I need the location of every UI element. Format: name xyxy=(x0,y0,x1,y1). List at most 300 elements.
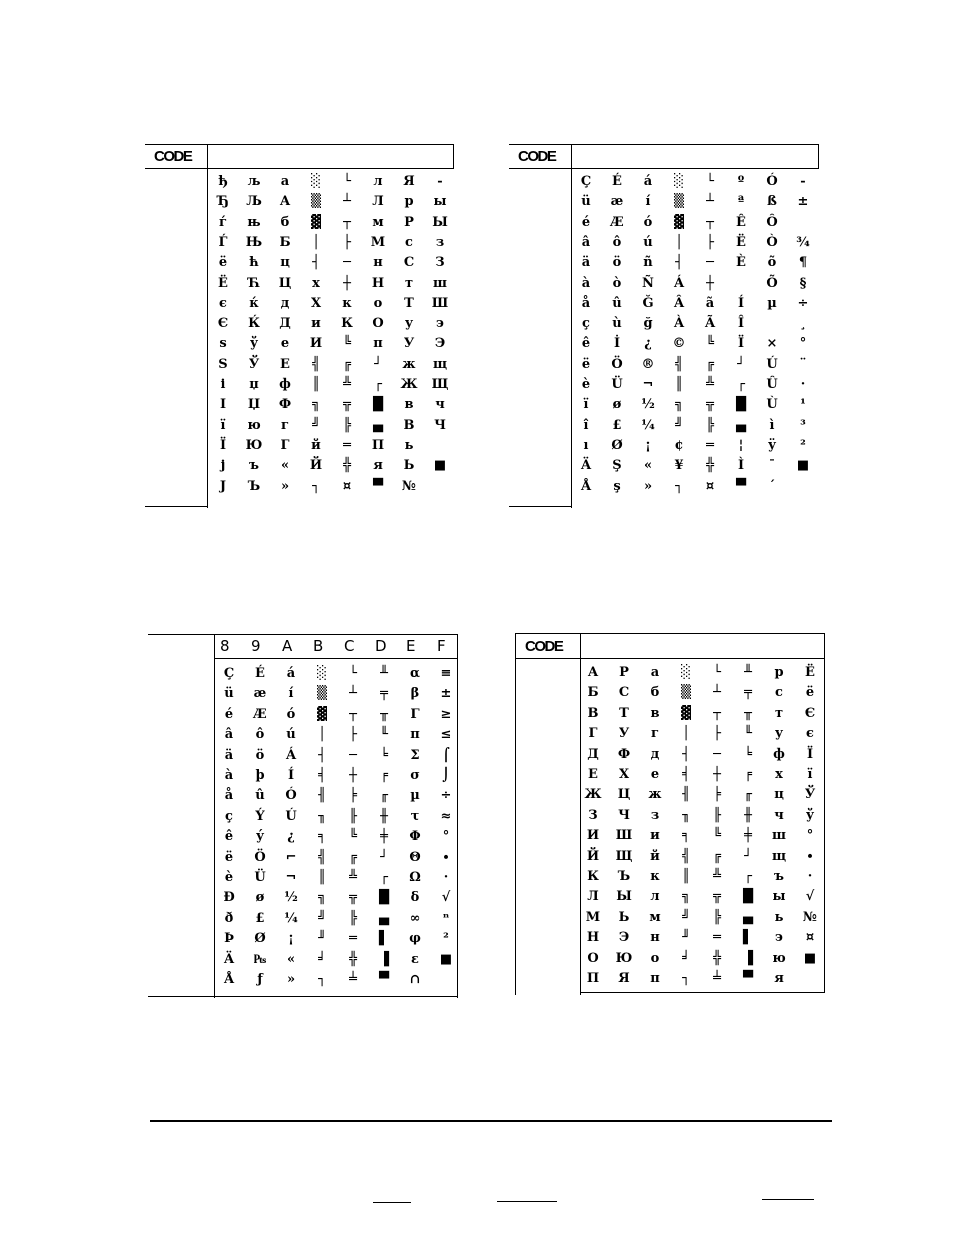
char-cell: ┬ xyxy=(713,705,721,721)
char-cell: ╗ xyxy=(312,397,320,413)
char-cell: ⌐ xyxy=(285,849,297,865)
char-cell: · xyxy=(443,870,449,885)
char-cell: б xyxy=(650,685,660,701)
char-cell: » xyxy=(286,972,296,987)
char-cell: Ù xyxy=(766,397,778,413)
char-cell: Å xyxy=(580,478,592,494)
char-cell: ▌ xyxy=(379,931,389,947)
char-cell: ° xyxy=(442,829,450,845)
char-cell: © xyxy=(672,336,686,352)
hex-column-header: 8 xyxy=(220,637,230,655)
char-cell: Ø xyxy=(254,931,266,947)
char-cell: ╣ xyxy=(318,849,326,865)
char-cell: ќ xyxy=(249,295,259,311)
char-cell: ▄ xyxy=(743,909,753,925)
char-cell: ≈ xyxy=(440,808,452,824)
char-cell: È xyxy=(736,255,746,271)
char-cell: ù xyxy=(612,316,622,332)
char-cell: ▄ xyxy=(736,417,746,433)
char-cell: ├ xyxy=(343,234,351,250)
char-cell: ░ xyxy=(681,665,691,680)
char-cell: ═ xyxy=(706,437,714,453)
char-cell: å xyxy=(581,295,591,311)
char-cell: а xyxy=(650,665,660,680)
char-cell: Р xyxy=(619,665,629,680)
char-cell: ђ xyxy=(218,174,228,189)
char-cell: ¶ xyxy=(798,255,808,271)
char-cell: у xyxy=(774,726,784,742)
char-cell: к xyxy=(342,295,352,311)
char-cell: о xyxy=(650,950,660,966)
char-cell: Ê xyxy=(736,214,746,230)
char-cell xyxy=(728,274,754,294)
char-cell: й xyxy=(311,437,321,453)
char-cell: М xyxy=(585,909,601,925)
char-cell: ѓ xyxy=(219,214,227,230)
char-cell: ║ xyxy=(318,870,326,885)
char-cell: ї xyxy=(807,767,813,782)
char-cell: ╢ xyxy=(318,788,326,804)
char-cell: С xyxy=(618,685,630,701)
char-cell: ▀ xyxy=(736,478,746,494)
char-cell: Ч xyxy=(618,807,630,823)
char-cell xyxy=(790,477,816,497)
char-cell: Æ xyxy=(610,214,624,230)
char-cell: Ѓ xyxy=(218,234,228,250)
char-cell: Ñ xyxy=(642,275,654,291)
char-cell: ╝ xyxy=(675,417,683,433)
code-label: CODE xyxy=(518,148,556,165)
char-cell: ç xyxy=(225,808,233,824)
char-cell xyxy=(790,213,816,233)
char-cell: ╕ xyxy=(682,828,690,844)
char-cell: ¥ xyxy=(674,458,684,474)
char-cell: љ xyxy=(247,174,261,189)
char-cell: ≥ xyxy=(440,706,452,722)
code-label: CODE xyxy=(154,148,192,165)
char-cell: └ xyxy=(349,666,357,681)
char-cell: Ї xyxy=(219,437,227,453)
char-cell: ■ xyxy=(439,951,453,967)
char-cell: â xyxy=(224,727,234,743)
char-cell xyxy=(427,477,453,497)
char-cell: У xyxy=(403,336,415,352)
char-cell: ¤ xyxy=(705,478,715,494)
char-cell: ▄ xyxy=(379,910,389,926)
char-cell: ■ xyxy=(433,458,447,474)
char-cell: ╔ xyxy=(706,356,714,372)
char-cell: Ф xyxy=(278,397,292,413)
char-cell: ┴ xyxy=(713,685,721,701)
char-cell: М xyxy=(370,234,386,250)
footer-rule xyxy=(150,1120,832,1122)
char-cell: э xyxy=(436,316,444,332)
char-cell: Н xyxy=(371,275,385,291)
char-cell: ї xyxy=(220,417,226,433)
char-cell: Ю xyxy=(615,950,633,966)
char-cell: м xyxy=(372,214,384,230)
char-cell: ╬ xyxy=(706,458,714,474)
char-cell: ÷ xyxy=(440,788,452,804)
char-cell: φ xyxy=(409,931,421,947)
char-cell: Φ xyxy=(409,829,421,845)
char-cell: П xyxy=(371,437,385,453)
char-cell: ╗ xyxy=(682,889,690,905)
char-cell: ▀ xyxy=(379,972,389,987)
char-cell: Ы xyxy=(616,889,632,905)
char-cell: ░ xyxy=(317,666,327,681)
char-cell: ю xyxy=(247,417,261,433)
char-cell: ± xyxy=(797,194,809,210)
char-cell: ⌠ xyxy=(442,747,450,763)
char-cell: ¹ xyxy=(800,397,806,413)
char-cell: ╚ xyxy=(343,336,351,352)
char-cell: ╢ xyxy=(682,787,690,803)
char-cell: ² xyxy=(800,437,806,453)
char-cell: Ò xyxy=(766,234,778,250)
char-cell: ╠ xyxy=(349,910,357,926)
char-cell: ф xyxy=(773,746,785,762)
char-cell: в xyxy=(650,705,660,721)
char-cell: Ã xyxy=(704,316,716,332)
char-cell: ¬ xyxy=(285,870,297,885)
char-cell: З xyxy=(435,255,445,271)
char-cell: ╔ xyxy=(343,356,351,372)
char-cell: ¸ xyxy=(799,316,807,332)
char-cell: ½ xyxy=(641,397,655,413)
char-cell: с xyxy=(775,685,783,701)
char-cell: Ў xyxy=(248,356,260,372)
char-cell: ┌ xyxy=(744,869,752,884)
char-cell: É xyxy=(612,174,622,189)
char-cell: Ï xyxy=(737,336,745,352)
char-cell: ф xyxy=(279,377,291,392)
char-cell: и xyxy=(650,828,660,844)
char-cell: Ω xyxy=(409,870,421,885)
char-cell: ─ xyxy=(343,255,351,271)
char-cell: ô xyxy=(255,727,265,743)
char-cell: ═ xyxy=(343,437,351,453)
char-cell: у xyxy=(404,316,414,332)
char-cell: Ó xyxy=(285,788,297,804)
char-cell: Ћ xyxy=(247,275,261,291)
char-cell: ┬ xyxy=(706,214,714,230)
char-cell: ▐ xyxy=(743,950,753,966)
char-cell: О xyxy=(587,950,599,966)
char-cell: · xyxy=(800,377,806,392)
char-cell: Є xyxy=(804,705,816,721)
char-cell: ы xyxy=(433,194,447,210)
char-cell: ╤ xyxy=(744,685,752,701)
char-cell: з xyxy=(650,807,660,823)
char-cell: ч xyxy=(435,397,445,413)
char-cell: ý xyxy=(256,829,264,845)
char-cell: Щ xyxy=(615,848,633,864)
char-cell: ¼ xyxy=(641,417,655,433)
char-cell: ║ xyxy=(682,869,690,884)
char-cell: Ä xyxy=(223,951,235,967)
char-cell: Е xyxy=(280,356,290,372)
char-cell: а xyxy=(280,174,290,189)
char-cell: ╓ xyxy=(380,788,388,804)
char-cell: Г xyxy=(588,726,598,742)
char-cell: ç xyxy=(582,316,590,332)
char-cell: ═ xyxy=(349,931,357,947)
char-cell: ğ xyxy=(643,316,653,332)
char-cell: ╚ xyxy=(349,829,357,845)
char-cell: п xyxy=(373,336,383,352)
char-cell: Ì xyxy=(737,458,745,474)
char-cell: σ xyxy=(410,768,420,783)
hex-column-header: D xyxy=(375,637,387,655)
char-cell: à xyxy=(581,275,591,291)
char-cell: Ý xyxy=(255,808,265,824)
char-cell: Я xyxy=(618,971,630,986)
char-cell: ╬ xyxy=(349,951,357,967)
footer-mark xyxy=(762,1199,814,1200)
char-cell: Á xyxy=(285,747,297,763)
char-cell: ћ xyxy=(249,255,259,271)
char-cell: ë xyxy=(581,356,591,372)
char-cell: ╗ xyxy=(318,890,326,906)
char-cell: Ç xyxy=(223,666,235,681)
char-cell: Ë xyxy=(736,234,746,250)
char-cell: Р xyxy=(404,214,414,230)
char-cell: │ xyxy=(318,727,326,743)
char-cell: Д xyxy=(279,316,291,332)
char-cell: ▒ xyxy=(681,685,691,701)
char-cell: ╖ xyxy=(682,807,690,823)
char-cell: Щ xyxy=(431,377,449,392)
code-label: CODE xyxy=(525,638,563,655)
char-cell: ╕ xyxy=(318,829,326,845)
char-cell: ╝ xyxy=(312,417,320,433)
char-cell: ╖ xyxy=(318,808,326,824)
char-cell: µ xyxy=(767,295,777,311)
char-cell: ┼ xyxy=(343,275,351,291)
char-cell: О xyxy=(372,316,384,332)
hex-column-header: A xyxy=(282,637,293,655)
char-cell: ╦ xyxy=(349,890,357,906)
char-cell: ▒ xyxy=(317,686,327,702)
char-cell: Î xyxy=(737,316,745,332)
char-cell: ┼ xyxy=(349,768,357,783)
char-cell: й xyxy=(650,848,660,864)
char-cell: ┴ xyxy=(343,194,351,210)
char-cell: ▀ xyxy=(743,971,753,986)
char-cell: Э xyxy=(618,930,630,946)
char-cell: └ xyxy=(343,174,351,189)
char-cell: Ё xyxy=(218,275,228,291)
char-cell: æ xyxy=(610,194,624,210)
char-cell: Џ xyxy=(247,397,261,413)
char-cell: ¢ xyxy=(674,437,684,453)
char-cell: Г xyxy=(280,437,290,453)
char-cell: ╫ xyxy=(744,807,752,823)
char-cell: ú xyxy=(286,727,296,743)
char-cell: │ xyxy=(675,234,683,250)
char-cell: × xyxy=(766,336,778,352)
char-cell: ø xyxy=(612,397,622,413)
char-cell: ¬ xyxy=(642,377,654,392)
char-cell: х xyxy=(312,275,320,291)
char-cell: щ xyxy=(432,356,448,372)
char-cell: Т xyxy=(404,295,414,311)
char-cell: Á xyxy=(673,275,685,291)
char-cell: ° xyxy=(806,828,814,844)
char-cell: ╜ xyxy=(318,931,326,947)
char-cell: - xyxy=(437,174,443,189)
char-cell: И xyxy=(586,828,600,844)
char-cell: № xyxy=(401,478,417,494)
char-cell: Ж xyxy=(584,787,602,803)
char-cell: Ё xyxy=(805,665,815,680)
char-cell: А xyxy=(279,194,291,210)
char-cell: - xyxy=(800,174,806,189)
char-cell: П xyxy=(586,971,600,986)
char-cell: ÿ xyxy=(768,437,776,453)
code-table-bottom-right xyxy=(515,633,825,995)
char-cell: ╔ xyxy=(713,848,721,864)
footer-mark xyxy=(497,1201,557,1202)
char-cell: ¯ xyxy=(768,458,776,474)
char-cell: І xyxy=(219,397,227,413)
char-cell: н xyxy=(650,930,660,946)
char-cell: ╛ xyxy=(682,950,690,966)
char-cell: ≤ xyxy=(440,727,452,743)
char-cell: ë xyxy=(224,849,234,865)
char-cell: ô xyxy=(612,234,622,250)
char-cell: ш xyxy=(433,275,447,291)
char-cell: è xyxy=(581,377,591,392)
char-cell: р xyxy=(774,665,784,680)
footer-mark xyxy=(373,1202,411,1203)
char-cell: ş xyxy=(613,478,621,494)
char-cell: ┘ xyxy=(744,848,752,864)
char-cell: ╪ xyxy=(744,828,752,844)
char-cell: і xyxy=(220,377,226,392)
char-cell: ╩ xyxy=(706,377,714,392)
char-cell: ч xyxy=(774,807,784,823)
char-cell: ╝ xyxy=(318,910,326,926)
char-cell: Å xyxy=(223,972,235,987)
char-cell: ╦ xyxy=(343,397,351,413)
char-cell: ■ xyxy=(796,458,810,474)
char-cell: р xyxy=(404,194,414,210)
char-cell: á xyxy=(643,174,653,189)
char-cell: Й xyxy=(586,848,600,864)
char-cell: ╒ xyxy=(380,768,388,783)
char-cell: њ xyxy=(247,214,261,230)
char-cell: á xyxy=(286,666,296,681)
char-cell: í xyxy=(645,194,651,210)
char-cell: ╚ xyxy=(706,336,714,352)
char-cell: ▐ xyxy=(379,951,389,967)
char-cell: ╫ xyxy=(380,808,388,824)
char-cell: ± xyxy=(440,686,452,702)
char-cell: « xyxy=(280,458,290,474)
char-cell: ╣ xyxy=(682,848,690,864)
char-cell: Ю xyxy=(245,437,263,453)
char-cell: Ъ xyxy=(617,869,631,884)
char-cell: ╠ xyxy=(343,417,351,433)
char-cell: ³ xyxy=(800,417,806,433)
char-cell: ┐ xyxy=(312,478,320,494)
char-cell: Ö xyxy=(611,356,623,372)
char-cell: ² xyxy=(443,931,449,947)
char-cell: ┌ xyxy=(374,377,382,392)
char-cell: Х xyxy=(310,295,322,311)
char-cell: Б xyxy=(279,234,291,250)
char-cell: ┤ xyxy=(682,746,690,762)
char-cell: « xyxy=(286,951,296,967)
char-cell: Ь xyxy=(618,909,630,925)
char-cell: с xyxy=(405,234,413,250)
char-cell: ∩ xyxy=(409,972,421,987)
char-cell: ┘ xyxy=(737,356,745,372)
char-cell: ╡ xyxy=(318,768,326,783)
char-cell: ╤ xyxy=(380,686,388,702)
char-cell: ╟ xyxy=(713,807,721,823)
char-cell: ь xyxy=(774,909,784,925)
char-cell: À xyxy=(673,316,685,332)
char-cell: є xyxy=(806,726,814,742)
char-cell: ₧ xyxy=(253,951,267,967)
char-cell: Û xyxy=(766,377,778,392)
char-cell: Ó xyxy=(766,174,778,189)
char-cell: ─ xyxy=(349,747,357,763)
char-cell: ц xyxy=(774,787,784,803)
char-cell: э xyxy=(775,930,783,946)
char-cell: ╦ xyxy=(713,889,721,905)
char-cell: Ч xyxy=(434,417,446,433)
char-cell: û xyxy=(255,788,265,804)
char-cell: З xyxy=(588,807,598,823)
char-cell: ∙ xyxy=(442,849,450,865)
char-cell: þ xyxy=(255,768,265,783)
char-cell: Л xyxy=(372,194,384,210)
char-cell: ё xyxy=(805,685,815,701)
char-cell: █ xyxy=(373,397,383,413)
char-cell: º xyxy=(737,174,745,189)
char-cell: г xyxy=(651,726,659,742)
char-cell: π xyxy=(410,727,420,743)
char-cell: ж xyxy=(648,787,662,803)
char-cell: ╘ xyxy=(744,746,752,762)
char-cell: Ú xyxy=(285,808,297,824)
char-cell: ж xyxy=(402,356,416,372)
char-cell: ò xyxy=(612,275,622,291)
char-cell: ┌ xyxy=(737,377,745,392)
char-cell: â xyxy=(581,234,591,250)
hex-column-header: E xyxy=(406,637,416,655)
char-cell: ┬ xyxy=(349,706,357,722)
char-cell: ╘ xyxy=(380,747,388,763)
char-cell: ╜ xyxy=(682,930,690,946)
char-cell: х xyxy=(775,767,783,782)
hex-column-header: F xyxy=(437,637,446,655)
char-cell: ü xyxy=(224,686,234,702)
char-cell: ╥ xyxy=(744,705,752,721)
char-cell: Ќ xyxy=(248,316,260,332)
char-cell: █ xyxy=(379,890,389,906)
char-cell: û xyxy=(612,295,622,311)
char-cell: £ xyxy=(255,910,265,926)
char-cell: ю xyxy=(772,950,786,966)
char-cell: ┐ xyxy=(318,972,326,987)
char-cell: Н xyxy=(586,930,600,946)
char-cell: ┘ xyxy=(374,356,382,372)
